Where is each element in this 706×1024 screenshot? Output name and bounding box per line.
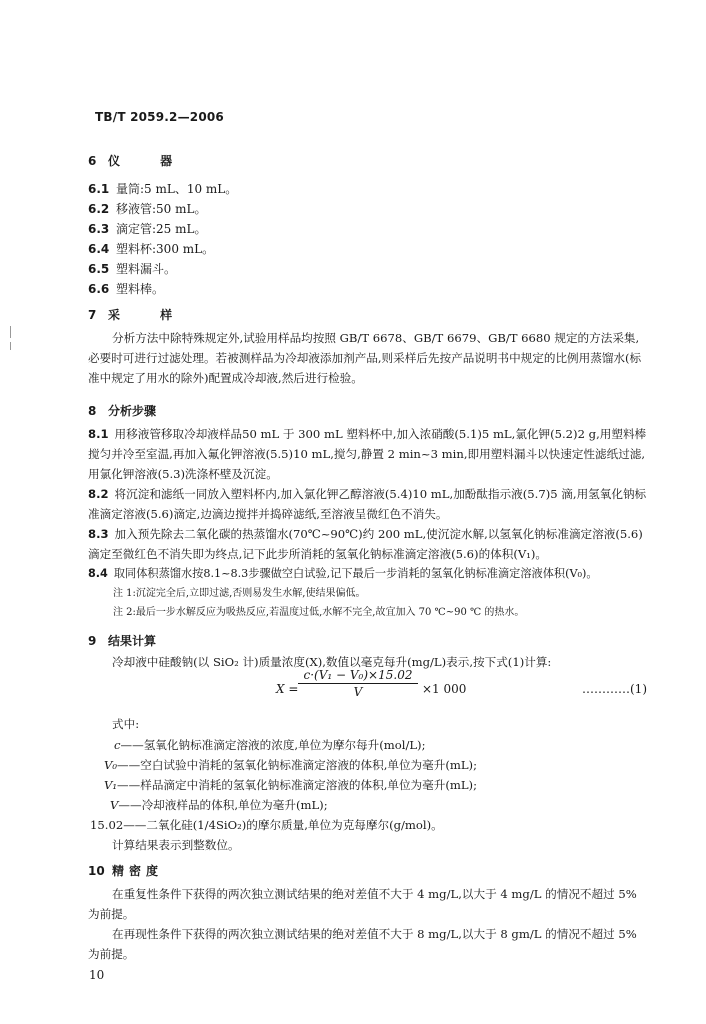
formula-rhs: ×1 000	[422, 682, 467, 696]
formula-denominator: V	[353, 685, 363, 699]
list-item	[88, 180, 237, 197]
formula-numerator: c·(V₁ − V₀)×15.02	[298, 668, 418, 684]
section-number: 7	[88, 308, 97, 322]
section-number: 10	[88, 864, 105, 878]
definition-symbol: V	[110, 798, 119, 812]
item-number: 6.3	[88, 222, 110, 236]
scan-mark	[10, 342, 11, 350]
section-9-heading	[88, 632, 156, 649]
step-text: 取同体积蒸馏水按8.1~8.3步骤做空白试验,记下最后一步消耗的氢氧化钠标准滴定溶液体积(V₀)。	[113, 567, 598, 580]
page-number: 10	[89, 968, 105, 982]
section-10-heading	[88, 862, 163, 879]
definition-text: ——冷却液样品的体积,单位为毫升(mL);	[118, 798, 328, 812]
section-7-body: 分析方法中除特殊规定外,试验用样品均按照 GB/T 6678、GB/T 6679、GB/T 6680 规定的方法采集,必要时可进行过滤处理。若被测样品为冷却液添加剂产品,则采样后先按产品说明书中规定的比例用蒸馏水(标准中规定了用水的除外)配置成冷却液,然后进行检验。	[88, 331, 642, 385]
list-item	[88, 200, 206, 217]
definition-text: ——氢氧化钠标准滴定溶液的浓度,单位为摩尔每升(mol/L);	[120, 738, 426, 752]
section-title: 采 样	[108, 308, 191, 322]
step-number: 8.2	[88, 487, 109, 501]
definition-row	[90, 817, 443, 833]
equation-number: …………(1)	[582, 682, 647, 696]
repeatability-text: 在重复性条件下获得的两次独立测试结果的绝对差值不大于 4 mg/L,以大于 4 mg/L 的情况不超过 5%为前提。	[88, 887, 637, 921]
list-item	[88, 280, 164, 297]
section-number: 8	[88, 404, 97, 418]
section-title: 精密度	[112, 864, 164, 878]
section-title: 结果计算	[108, 634, 157, 648]
section-title: 仪 器	[108, 154, 191, 168]
list-item	[88, 260, 176, 277]
calc-intro: 冷却液中硅酸钠(以 SiO₂ 计)质量浓度(X),数值以毫克每升(mg/L)表示,按下式(1)计算:	[112, 655, 552, 669]
item-number: 6.4	[88, 242, 110, 256]
step-number: 8.3	[88, 527, 109, 541]
list-item	[88, 220, 206, 237]
definition-row	[114, 737, 426, 753]
item-number: 6.6	[88, 282, 110, 296]
note-1: 注 1:沉淀完全后,立即过滤,否则易发生水解,使结果偏低。	[113, 588, 366, 599]
step-text: 加入预先除去二氧化碳的热蒸馏水(70℃~90℃)约 200 mL,使沉淀水解,以氢氧化钠标准滴定溶液(5.6)滴定至微红色不消失即为终点,记下此步所消耗的氢氧化钠标准滴定溶液(5.6)的体积(V₁)。	[88, 527, 643, 561]
definition-text: ——空白试验中消耗的氢氧化钠标准滴定溶液的体积,单位为毫升(mL);	[117, 758, 477, 772]
step-text: 用移液管移取冷却液样品50 mL 于 300 mL 塑料杯中,加入浓硝酸(5.1)5 mL,氯化钾(5.2)2 g,用塑料棒搅匀并冷至室温,再加入氟化钾溶液(5.5)10 mL,搅匀,静置 2 min~3 min,即用塑料漏斗以快速定性滤纸过滤,用氯化钾溶液(5.3)洗涤杯壁及沉淀。	[88, 427, 647, 481]
definition-row	[104, 777, 477, 793]
item-text: 量筒:5 mL、10 mL。	[116, 182, 238, 196]
scan-mark	[10, 326, 11, 338]
section-7-heading	[88, 306, 190, 323]
step-8-1	[88, 424, 648, 484]
step-8-3	[88, 524, 648, 564]
section-6-heading	[88, 152, 190, 169]
definition-text: ——样品滴定中消耗的氢氧化钠标准滴定溶液的体积,单位为毫升(mL);	[117, 778, 477, 792]
item-text: 滴定管:25 mL。	[116, 222, 207, 236]
definition-symbol: V₀	[104, 758, 118, 772]
section-number: 9	[88, 634, 97, 648]
item-text: 塑料棒。	[116, 282, 165, 296]
definition-symbol: c	[114, 738, 121, 752]
document-header: TB/T 2059.2—2006	[95, 110, 224, 124]
reproducibility-text: 在再现性条件下获得的两次独立测试结果的绝对差值不大于 8 mg/L,以大于 8 gm/L 的情况不超过 5%为前提。	[88, 927, 637, 961]
formula-fraction	[298, 668, 418, 699]
item-number: 6.2	[88, 202, 110, 216]
step-text: 将沉淀和滤纸一同放入塑料杯内,加入氯化钾乙醇溶液(5.4)10 mL,加酚酞指示液(5.7)5 滴,用氢氧化钠标准滴定溶液(5.6)滴定,边滴边搅拌并捣碎滤纸,至溶液呈微红色不消失。	[88, 487, 647, 521]
step-number: 8.1	[88, 427, 109, 441]
formula-1	[276, 668, 656, 710]
item-text: 移液管:50 mL。	[116, 202, 207, 216]
definition-row	[110, 797, 328, 813]
note-2: 注 2:最后一步水解反应为吸热反应,若温度过低,水解不完全,故宜加入 70 ℃~90 ℃ 的热水。	[113, 607, 525, 618]
definition-text: ——二氧化硅(1/4SiO₂)的摩尔质量,单位为克每摩尔(g/mol)。	[123, 818, 443, 832]
definition-row	[104, 757, 477, 773]
result-precision: 计算结果表示到整数位。	[112, 838, 240, 852]
section-number: 6	[88, 154, 97, 168]
item-number: 6.5	[88, 262, 110, 276]
formula-lhs: X =	[276, 682, 299, 696]
where-label: 式中:	[112, 717, 140, 731]
item-text: 塑料杯:300 mL。	[116, 242, 215, 256]
item-text: 塑料漏斗。	[116, 262, 177, 276]
item-number: 6.1	[88, 182, 110, 196]
step-8-2	[88, 484, 648, 524]
definition-symbol: V₁	[104, 778, 118, 792]
section-title: 分析步骤	[108, 404, 157, 418]
definition-symbol: 15.02	[90, 818, 124, 832]
step-8-4	[88, 564, 648, 584]
list-item	[88, 240, 214, 257]
section-8-heading	[88, 402, 156, 419]
step-number: 8.4	[88, 567, 108, 580]
